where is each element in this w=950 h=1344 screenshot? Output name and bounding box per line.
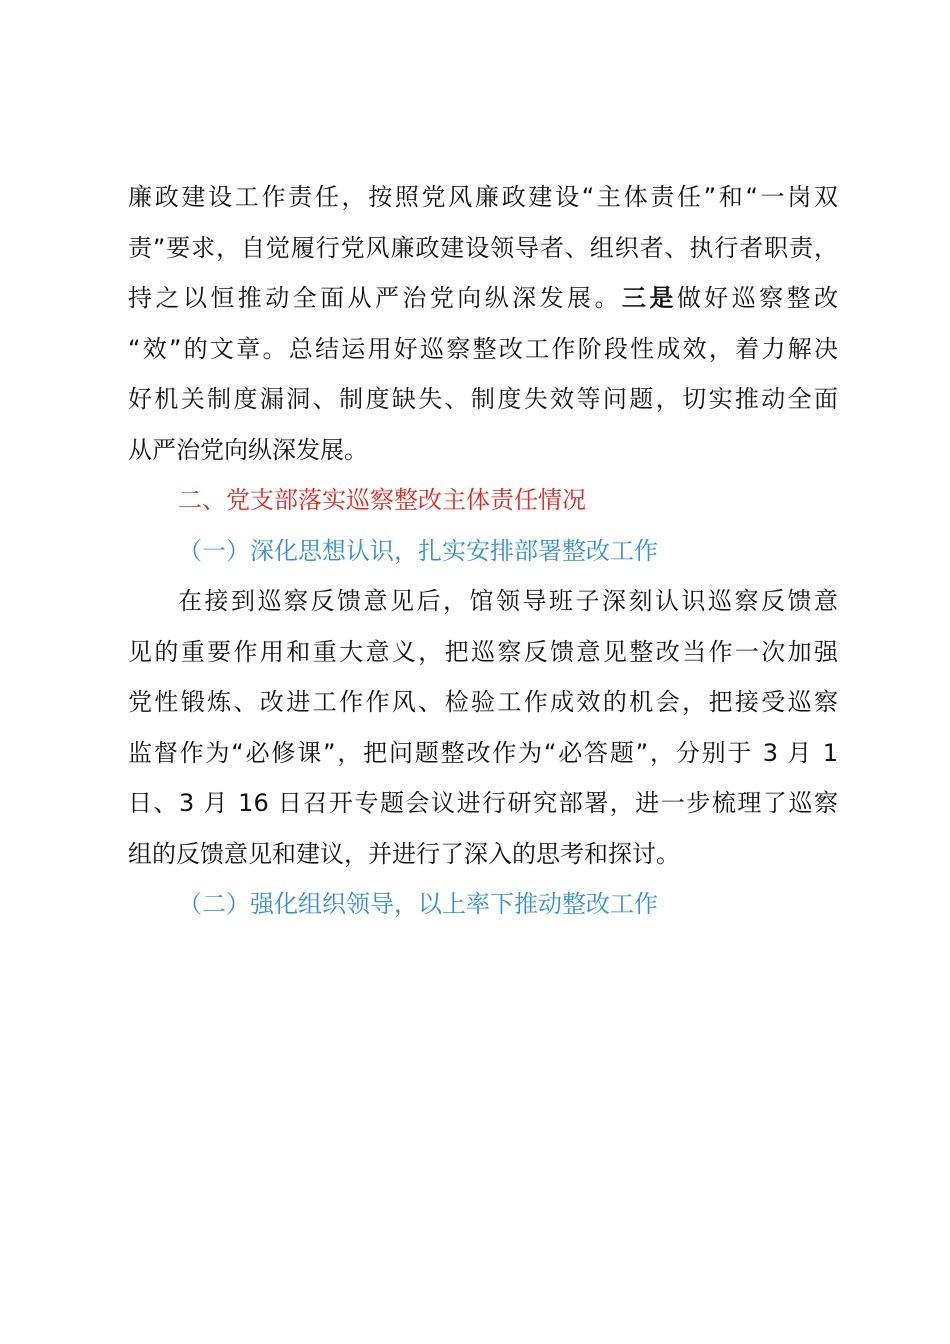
para1-line-2: 责”要求，自觉履行党风廉政建设领导者、组织者、执行者职责， (128, 233, 838, 262)
para1-line-6: 从严治党向纵深发展。 (128, 435, 368, 464)
para2-line-2: 见的重要作用和重大意义，把巡察反馈意见整改当作一次加强 (128, 637, 838, 666)
para2-line-1: 在接到巡察反馈意见后，馆领导班子深刻认识巡察反馈意 (178, 587, 838, 615)
para2-line-6: 组的反馈意见和建议，并进行了深入的思考和探讨。 (128, 839, 680, 868)
para1-line-3 (128, 273, 838, 324)
para1-line-1: 廉政建设工作责任，按照党风廉政建设“主体责任”和“一岗双 (128, 183, 838, 211)
para1-line-5: 好机关制度漏洞、制度缺失、制度失效等问题，切实推动全面 (128, 385, 838, 413)
document-body (128, 172, 838, 930)
para1-line-4: “效”的文章。总结运用好巡察整改工作阶段性成效，着力解决 (128, 334, 838, 363)
para1-line-3-text-end: 做好巡察整改 (676, 284, 838, 312)
para2-line-4: 监督作为“必修课”，把问题整改作为“必答题”，分别于 3 月 1 (128, 738, 838, 767)
para1-line-3-text: 持之以恒推动全面从严治党向纵深发展。 (128, 284, 622, 312)
subsection-heading-2: （二）强化组织领导，以上率下推动整改工作 (178, 890, 658, 918)
subsection-heading-1: （一）深化思想认识，扎实安排部署整改工作 (178, 536, 658, 565)
para2-line-3: 党性锻炼、改进工作作风、检验工作成效的机会，把接受巡察 (128, 688, 838, 716)
section-heading-2: 二、党支部落实巡察整改主体责任情况 (178, 486, 586, 514)
para2-line-5: 日、3 月 16 日召开专题会议进行研究部署，进一步梳理了巡察 (128, 789, 838, 817)
emphasis-san-shi: 三是 (621, 284, 677, 312)
